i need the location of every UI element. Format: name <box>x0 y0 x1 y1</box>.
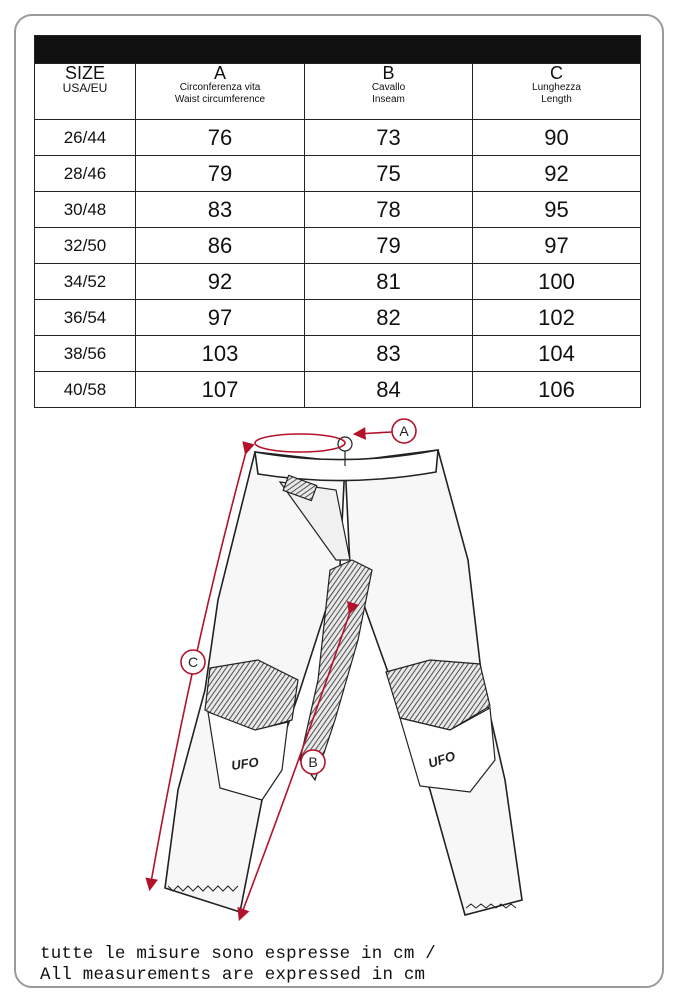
waist-cell: 76 <box>136 120 305 156</box>
table-row <box>35 228 641 264</box>
inseam-cell: 79 <box>305 228 473 264</box>
table-row <box>35 372 641 408</box>
inseam-cell: 78 <box>305 192 473 228</box>
note-line-italian: tutte le misure sono espresse in cm / <box>40 944 436 964</box>
header-b-sub-it: Cavallo <box>371 82 406 93</box>
header-size <box>35 64 136 120</box>
note-line-english: All measurements are expressed in cm <box>40 965 426 985</box>
header-a <box>136 64 305 120</box>
header-a-sub-en: Waist circumference <box>174 94 266 105</box>
table-row <box>35 264 641 300</box>
length-cell: 102 <box>473 300 641 336</box>
size-cell: 36/54 <box>35 300 136 336</box>
size-cell: 32/50 <box>35 228 136 264</box>
measurement-note <box>40 944 436 986</box>
measure-a-pointer <box>356 432 392 434</box>
length-cell: 90 <box>473 120 641 156</box>
waist-cell: 107 <box>136 372 305 408</box>
table-row <box>35 300 641 336</box>
inseam-cell: 82 <box>305 300 473 336</box>
waist-cell: 92 <box>136 264 305 300</box>
length-cell: 106 <box>473 372 641 408</box>
length-cell: 97 <box>473 228 641 264</box>
size-cell: 38/56 <box>35 336 136 372</box>
table-header-row <box>35 64 641 120</box>
size-cell: 26/44 <box>35 120 136 156</box>
header-size-label: SIZE <box>64 63 105 83</box>
pants-diagram <box>130 410 550 930</box>
table-row <box>35 156 641 192</box>
header-b-letter: B <box>382 63 395 83</box>
waist-cell: 83 <box>136 192 305 228</box>
header-size-sub: USA/EU <box>62 81 108 95</box>
inseam-cell: 83 <box>305 336 473 372</box>
logo-right: UFO <box>426 748 458 771</box>
table-title-row <box>35 36 641 64</box>
waist-cell: 79 <box>136 156 305 192</box>
logo-left: UFO <box>230 754 260 773</box>
table-row <box>35 336 641 372</box>
header-c-letter: C <box>550 63 563 83</box>
table-row <box>35 120 641 156</box>
inseam-cell: 75 <box>305 156 473 192</box>
length-cell: 92 <box>473 156 641 192</box>
waist-cell: 97 <box>136 300 305 336</box>
marker-c-label: C <box>187 654 199 670</box>
waist-cell: 86 <box>136 228 305 264</box>
inseam-cell: 84 <box>305 372 473 408</box>
length-cell: 100 <box>473 264 641 300</box>
header-a-sub-it: Circonferenza vita <box>179 82 261 93</box>
table-row <box>35 192 641 228</box>
inseam-cell: 81 <box>305 264 473 300</box>
marker-b-label: B <box>308 754 318 770</box>
size-table <box>34 35 641 408</box>
header-c <box>473 64 641 120</box>
header-b-sub-en: Inseam <box>372 94 405 105</box>
waist-cell: 103 <box>136 336 305 372</box>
header-a-letter: A <box>213 63 226 83</box>
size-cell: 30/48 <box>35 192 136 228</box>
length-cell: 95 <box>473 192 641 228</box>
size-cell: 34/52 <box>35 264 136 300</box>
header-c-sub-it: Lunghezza <box>532 82 581 93</box>
table-title: ADULT PANTS <box>35 36 641 64</box>
size-cell: 40/58 <box>35 372 136 408</box>
header-b <box>305 64 473 120</box>
size-cell: 28/46 <box>35 156 136 192</box>
inseam-cell: 73 <box>305 120 473 156</box>
length-cell: 104 <box>473 336 641 372</box>
measure-a-ellipse <box>255 434 345 452</box>
marker-a-label: A <box>399 423 409 439</box>
header-c-sub-en: Length <box>541 94 572 105</box>
